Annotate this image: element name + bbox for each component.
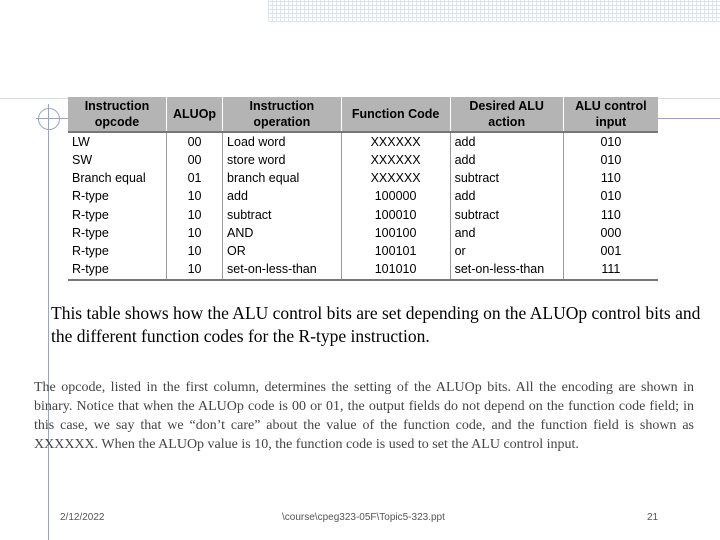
column-header: Instruction operation — [223, 97, 342, 132]
decorative-circle — [38, 108, 60, 130]
table-cell: 010 — [600, 152, 622, 167]
table-row — [68, 132, 658, 151]
table-cell: subtract — [223, 206, 342, 224]
table-cell: 100010 — [341, 206, 450, 224]
column-header: Instruction opcode — [68, 97, 167, 132]
column-header: Desired ALU action — [450, 97, 563, 132]
table-cell: R-type — [68, 224, 167, 242]
table-cell: or — [450, 242, 563, 260]
table-row — [68, 206, 658, 224]
table-cell: R-type — [68, 242, 167, 260]
alu-control-table — [68, 97, 658, 281]
table-cell: R-type — [68, 188, 167, 206]
table-row — [68, 224, 658, 242]
table-cell: add — [450, 151, 563, 169]
table-cell: 000 — [600, 225, 622, 240]
table-cell: 100100 — [341, 224, 450, 242]
grid-pattern — [268, 0, 720, 22]
table-cell: 101010 — [341, 261, 450, 280]
table-cell: add — [223, 188, 342, 206]
table-cell: 10 — [167, 261, 223, 280]
table-cell: 100101 — [341, 242, 450, 260]
table-row — [68, 242, 658, 260]
table-cell: store word — [223, 151, 342, 169]
table-cell: add — [450, 188, 563, 206]
column-header: ALU control input — [563, 97, 658, 132]
table-cell: Load word — [223, 132, 342, 151]
table-cell: XXXXXX — [341, 132, 450, 151]
table-cell: 10 — [167, 206, 223, 224]
table-cell: 01 — [167, 170, 223, 188]
table-cell: 010 — [563, 132, 658, 151]
table-cell: 111 — [563, 261, 658, 280]
table-cell: SW — [68, 151, 167, 169]
table-cell: 00 — [167, 132, 223, 151]
table-cell: Branch equal — [68, 170, 167, 188]
table-cell: add — [450, 132, 563, 151]
column-header: ALUOp — [167, 97, 223, 132]
footer-page-number: 21 — [647, 512, 659, 523]
table-cell: set-on-less-than — [223, 261, 342, 280]
table-cell: XXXXXX — [341, 151, 450, 169]
footer-date: 2/12/2022 — [60, 512, 105, 523]
footer-file-path: \course\cpeg323-05F\Topic5-323.ppt — [282, 512, 445, 523]
table-cell: 10 — [167, 242, 223, 260]
table-cell: set-on-less-than — [450, 261, 563, 280]
table-cell: XXXXXX — [341, 170, 450, 188]
table-cell: 10 — [167, 224, 223, 242]
table-header-row — [68, 97, 658, 132]
decorative-grid — [0, 0, 720, 100]
column-header: Function Code — [341, 97, 450, 132]
table-row — [68, 261, 658, 280]
table-cell: 010 — [600, 189, 622, 204]
table-cell: AND — [223, 224, 342, 242]
table-cell: and — [450, 224, 563, 242]
table-cell: branch equal — [223, 170, 342, 188]
table-cell: 001 — [600, 244, 622, 258]
table-row — [68, 170, 658, 188]
table-cell: LW — [68, 132, 167, 151]
table-cell: 00 — [167, 151, 223, 169]
table-cell: 110 — [600, 171, 621, 186]
decorative-vertical-line — [48, 104, 49, 540]
table-row — [68, 151, 658, 169]
table-cell: 100000 — [341, 188, 450, 206]
table-cell: subtract — [450, 206, 563, 224]
table-cell: 110 — [600, 207, 621, 222]
table-row — [68, 188, 658, 206]
table-cell: subtract — [450, 170, 563, 188]
table-cell: R-type — [68, 261, 167, 280]
explanation-paragraph: The opcode, listed in the first column, determines the setting of the ALUOp bits. All the encoding are shown in binary. Notice that when the ALUOp code is 00 or 01, the output fields do not depend on the function code field; in this case, we say that we “don’t care” about the value of the function code, and the function field is shown as XXXXXX. When the ALUOp value is 10, the function code is used to set the ALU control input. — [34, 380, 694, 452]
table-cell: 10 — [167, 188, 223, 206]
table-cell: R-type — [68, 206, 167, 224]
table-caption: This table shows how the ALU control bits are set depending on the ALUOp control bits and the different function codes for the R-type instruction. — [51, 303, 701, 346]
table-cell: OR — [223, 242, 342, 260]
